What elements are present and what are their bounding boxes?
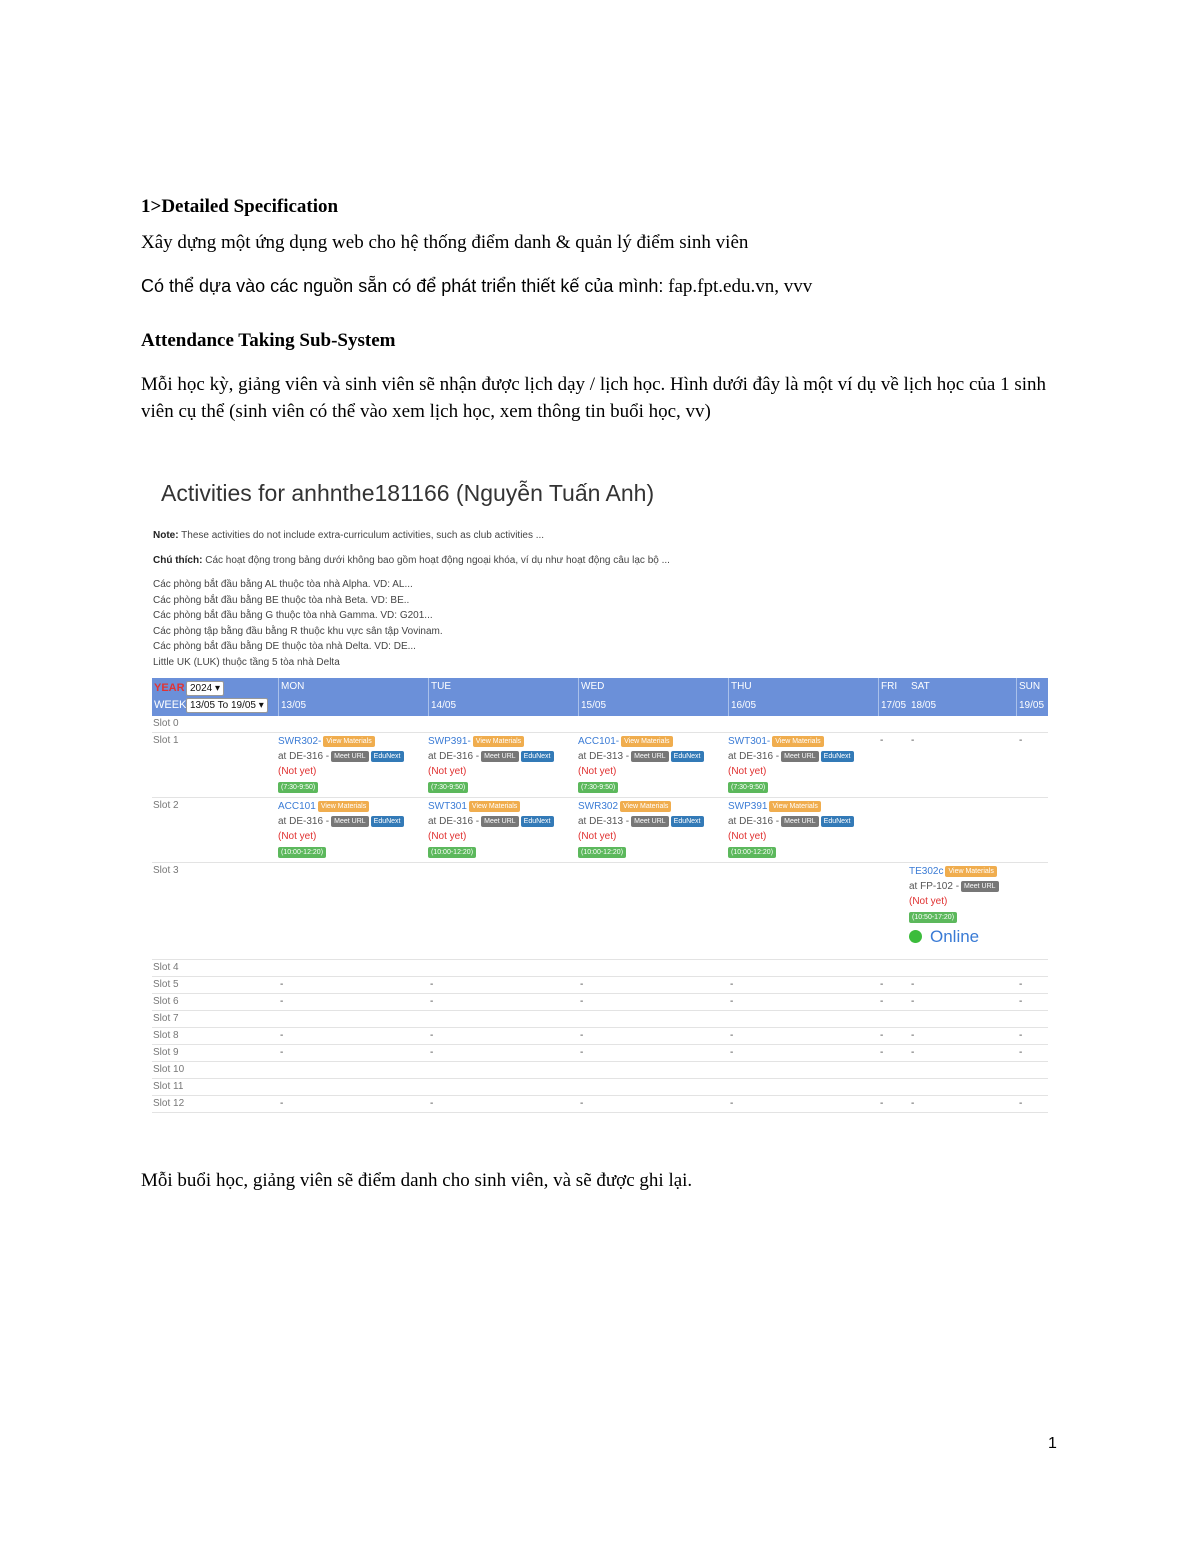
empty-cell: -: [1019, 735, 1023, 746]
room-text: at FP-102 -: [909, 881, 960, 892]
room-note: Các phòng bắt đầu bằng G thuộc tòa nhà Gamma. VD: G201...: [153, 610, 433, 621]
empty-cell: -: [430, 1047, 434, 1058]
empty-cell: -: [580, 979, 584, 990]
course-code-link[interactable]: SWP391: [728, 801, 768, 812]
heading-detailed-specification: 1>Detailed Specification: [141, 196, 339, 217]
date-tue: 14/05: [431, 700, 457, 711]
timetable-header: [152, 678, 1048, 716]
time-badge: (10:00-12:20): [428, 847, 476, 858]
activity-card: [278, 799, 404, 859]
room-note: Các phòng bắt đầu bằng BE thuộc tòa nhà Beta. VD: BE..: [153, 594, 410, 606]
attendance-status: (Not yet): [428, 766, 467, 777]
course-code-link[interactable]: SWT301-: [728, 736, 771, 747]
slot-label: Slot 0: [153, 718, 179, 729]
empty-cell: -: [280, 1098, 284, 1109]
online-status: [909, 927, 979, 947]
slot-label: Slot 11: [153, 1081, 184, 1092]
day-sat: SAT: [911, 681, 930, 692]
activity-card: [728, 734, 854, 794]
attendance-paragraph: Mỗi buổi học, giảng viên sẽ điểm danh cho sinh viên, và sẽ được ghi lại.: [141, 1170, 693, 1191]
meet-url-button[interactable]: Meet URL: [331, 751, 369, 762]
course-code-link[interactable]: ACC101: [278, 801, 316, 812]
empty-cell: -: [430, 1030, 434, 1041]
meet-url-button[interactable]: Meet URL: [781, 816, 819, 827]
empty-cell: -: [880, 735, 884, 746]
empty-cell: -: [880, 1098, 884, 1109]
attendance-status: (Not yet): [909, 896, 948, 907]
activity-card: [278, 734, 404, 794]
activity-card: [728, 799, 854, 859]
edunext-button[interactable]: EduNext: [671, 816, 704, 827]
slot-label: Slot 2: [153, 800, 179, 811]
edunext-button[interactable]: EduNext: [821, 816, 854, 827]
schedule-paragraph: Mỗi học kỳ, giảng viên và sinh viên sẽ nhận được lịch dạy / lịch học. Hình dưới đây là một ví dụ về lịch học của 1 sinh viên cụ thể (sinh viên có thể vào xem lịch học, xem thông tin buổi học, vv): [141, 374, 1047, 422]
slot-row: [152, 863, 1048, 960]
week-value: 13/05 To 19/05: [190, 700, 256, 711]
slot-label: Slot 7: [153, 1013, 179, 1024]
day-fri: FRI: [881, 681, 898, 692]
empty-cell: -: [1019, 1047, 1023, 1058]
date-fri: 17/05: [881, 700, 907, 711]
date-sun: 19/05: [1019, 700, 1045, 711]
time-badge: (10:00-12:20): [578, 847, 626, 858]
slot-row: [152, 960, 1048, 977]
edunext-button[interactable]: EduNext: [521, 816, 554, 827]
day-tue: TUE: [431, 681, 451, 692]
attendance-status: (Not yet): [728, 766, 767, 777]
slot-row: [152, 1079, 1048, 1096]
room-note: Little UK (LUK) thuộc tầng 5 tòa nhà Delta: [153, 656, 340, 668]
attendance-status: (Not yet): [578, 831, 617, 842]
slot-row: [152, 1028, 1048, 1045]
view-materials-button[interactable]: View Materials: [323, 736, 374, 747]
edunext-button[interactable]: EduNext: [821, 751, 854, 762]
slot-label: Slot 10: [153, 1064, 185, 1075]
time-badge: (10:00-12:20): [278, 847, 326, 858]
time-badge: (7:30-9:50): [578, 782, 618, 793]
empty-cell: -: [911, 1098, 915, 1109]
view-materials-button[interactable]: View Materials: [620, 801, 671, 812]
course-code-link[interactable]: SWT301: [428, 801, 467, 812]
intro-paragraph: Xây dựng một ứng dụng web cho hệ thống điểm danh & quản lý điểm sinh viên: [141, 232, 749, 253]
empty-cell: -: [911, 996, 915, 1007]
room-text: at DE-316 -: [278, 816, 330, 827]
empty-cell: -: [430, 996, 434, 1007]
note-label: Note:: [153, 530, 179, 541]
room-text: at DE-316 -: [728, 816, 780, 827]
chuthich-label: Chú thích:: [153, 554, 203, 566]
edunext-button[interactable]: EduNext: [521, 751, 554, 762]
room-note: Các phòng tập bằng đầu bằng R thuộc khu vực sân tập Vovinam.: [153, 625, 443, 637]
empty-cell: -: [911, 1047, 915, 1058]
empty-cell: -: [880, 996, 884, 1007]
course-code-link[interactable]: TE302c: [909, 866, 944, 877]
date-thu: 16/05: [731, 700, 757, 711]
slot-label: Slot 5: [153, 979, 179, 990]
time-badge: (10:50-17:20): [909, 912, 957, 923]
empty-cell: -: [580, 1047, 584, 1058]
empty-cell: -: [580, 996, 584, 1007]
attendance-status: (Not yet): [728, 831, 767, 842]
date-mon: 13/05: [281, 700, 307, 711]
attendance-status: (Not yet): [278, 831, 317, 842]
course-code-link[interactable]: SWP391-: [428, 736, 471, 747]
course-code-link[interactable]: SWR302-: [278, 736, 322, 747]
activities-title: Activities for anhnthe181166 (Nguyễn Tuấn Anh): [161, 480, 655, 506]
day-wed: WED: [581, 681, 605, 692]
slot-row: [152, 1045, 1048, 1062]
week-select[interactable]: 13/05 To 19/05 ▾: [186, 698, 268, 713]
empty-cell: -: [880, 1030, 884, 1041]
meet-url-button[interactable]: Meet URL: [781, 751, 819, 762]
edunext-button[interactable]: EduNext: [371, 751, 404, 762]
empty-cell: -: [280, 979, 284, 990]
empty-cell: -: [730, 1098, 734, 1109]
empty-cell: -: [1019, 979, 1023, 990]
slot-label: Slot 9: [153, 1047, 179, 1058]
empty-cell: -: [1019, 996, 1023, 1007]
empty-cell: -: [880, 1047, 884, 1058]
slot-row: [152, 733, 1048, 798]
empty-cell: -: [280, 1047, 284, 1058]
view-materials-button[interactable]: View Materials: [621, 736, 672, 747]
empty-cell: -: [280, 996, 284, 1007]
room-text: at DE-316 -: [428, 751, 480, 762]
edunext-button[interactable]: EduNext: [671, 751, 704, 762]
room-text: at DE-316 -: [278, 751, 330, 762]
slot-row: [152, 716, 1048, 733]
schedule-screenshot: [150, 470, 1050, 1120]
day-mon: MON: [281, 681, 305, 692]
notes-block: [153, 528, 670, 670]
timetable: [152, 678, 1048, 1113]
slot-label: Slot 3: [153, 865, 179, 876]
attendance-status: (Not yet): [578, 766, 617, 777]
slot-row: [152, 994, 1048, 1011]
sources-paragraph: [141, 276, 1071, 298]
empty-cell: -: [430, 1098, 434, 1109]
slot-label: Slot 1: [153, 735, 179, 746]
room-text: at DE-313 -: [578, 751, 630, 762]
slot-row: [152, 1096, 1048, 1113]
empty-cell: -: [880, 979, 884, 990]
view-materials-button[interactable]: View Materials: [469, 801, 520, 812]
meet-url-button[interactable]: Meet URL: [481, 816, 519, 827]
empty-cell: -: [730, 979, 734, 990]
time-badge: (7:30-9:50): [728, 782, 768, 793]
chuthich-text: Các hoạt động trong bảng dưới không bao gồm hoạt động ngoại khóa, ví dụ như hoạt động câu lạc bộ ...: [202, 554, 670, 566]
sources-links: fap.fpt.edu.vn, vvv: [663, 276, 813, 297]
time-badge: (7:30-9:50): [278, 782, 318, 793]
slot-row: [152, 977, 1048, 994]
empty-cell: -: [430, 979, 434, 990]
meet-url-button[interactable]: Meet URL: [331, 816, 369, 827]
attendance-status: (Not yet): [428, 831, 467, 842]
activity-card: [428, 799, 554, 859]
activity-card: [428, 734, 554, 794]
date-sat: 18/05: [911, 700, 937, 711]
year-value: 2024: [190, 683, 213, 694]
view-materials-button[interactable]: View Materials: [318, 801, 369, 812]
year-select[interactable]: 2024 ▾: [186, 681, 224, 696]
empty-cell: -: [730, 996, 734, 1007]
empty-cell: -: [730, 1047, 734, 1058]
empty-cell: -: [730, 1030, 734, 1041]
slot-row: [152, 1062, 1048, 1079]
view-materials-button[interactable]: View Materials: [473, 736, 524, 747]
empty-cell: -: [911, 1030, 915, 1041]
activity-card: [578, 734, 704, 794]
room-note: Các phòng bắt đầu bằng DE thuộc tòa nhà Delta. VD: DE...: [153, 641, 416, 652]
meet-url-button[interactable]: Meet URL: [631, 751, 669, 762]
time-badge: (7:30-9:50): [428, 782, 468, 793]
room-note: Các phòng bắt đầu bằng AL thuộc tòa nhà Alpha. VD: AL...: [153, 579, 413, 590]
empty-cell: -: [280, 1030, 284, 1041]
online-label: Online: [930, 927, 980, 946]
time-badge: (10:00-12:20): [728, 847, 776, 858]
page-number: 1: [1048, 1435, 1057, 1452]
room-text: at DE-316 -: [728, 751, 780, 762]
course-code-link[interactable]: ACC101-: [578, 736, 620, 747]
activity-card: [578, 799, 704, 859]
meet-url-button[interactable]: Meet URL: [961, 881, 999, 892]
empty-cell: -: [580, 1030, 584, 1041]
slot-row: [152, 798, 1048, 863]
slot-label: Slot 6: [153, 996, 179, 1007]
empty-cell: -: [1019, 1030, 1023, 1041]
online-dot-icon: [909, 930, 922, 943]
room-text: at DE-313 -: [578, 816, 630, 827]
view-materials-button[interactable]: View Materials: [945, 866, 996, 877]
meet-url-button[interactable]: Meet URL: [631, 816, 669, 827]
sources-text: Có thể dựa vào các nguồn sẵn có để phát triển thiết kế của mình:: [141, 276, 664, 296]
attendance-status: (Not yet): [278, 766, 317, 777]
slot-row: [152, 1011, 1048, 1028]
room-text: at DE-316 -: [428, 816, 480, 827]
empty-cell: -: [911, 979, 915, 990]
heading-attendance-subsystem: Attendance Taking Sub-System: [141, 330, 396, 351]
edunext-button[interactable]: EduNext: [371, 816, 404, 827]
date-wed: 15/05: [581, 700, 607, 711]
day-thu: THU: [731, 681, 752, 692]
slot-label: Slot 12: [153, 1098, 185, 1109]
note-text: These activities do not include extra-curriculum activities, such as club activities ...: [178, 530, 545, 541]
view-materials-button[interactable]: View Materials: [769, 801, 820, 812]
week-label: WEEK: [154, 699, 187, 711]
slot-label: Slot 8: [153, 1030, 179, 1041]
empty-cell: -: [580, 1098, 584, 1109]
empty-cell: -: [1019, 1098, 1023, 1109]
course-code-link[interactable]: SWR302: [578, 801, 619, 812]
activity-card: [909, 864, 999, 924]
day-sun: SUN: [1019, 681, 1041, 692]
year-label: YEAR: [154, 682, 185, 694]
empty-cell: -: [911, 735, 915, 746]
view-materials-button[interactable]: View Materials: [772, 736, 823, 747]
meet-url-button[interactable]: Meet URL: [481, 751, 519, 762]
slot-label: Slot 4: [153, 962, 179, 973]
